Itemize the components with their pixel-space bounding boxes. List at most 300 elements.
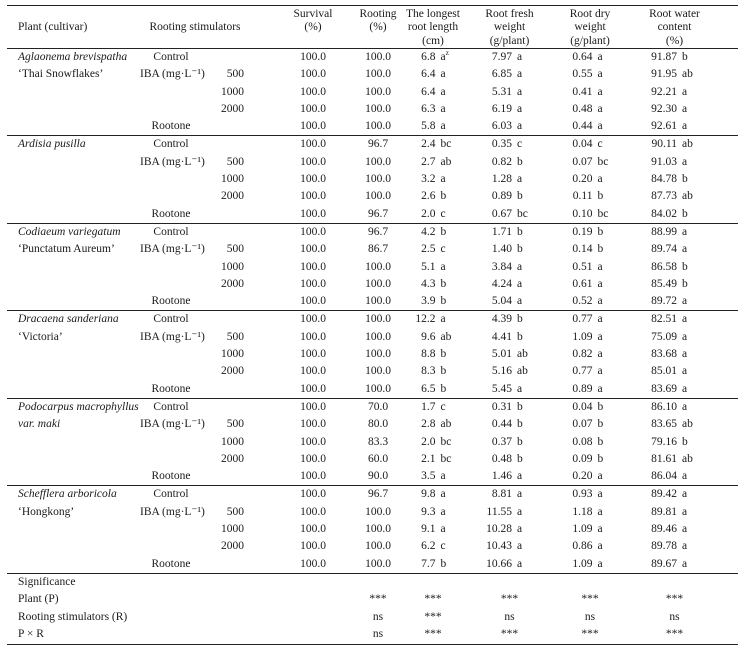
- significance-letter: a: [440, 260, 446, 273]
- survival-value: 100.0: [300, 190, 326, 203]
- water-content-value: [629, 538, 738, 555]
- table-row: [7, 118, 738, 135]
- significance-letter: b: [597, 400, 604, 413]
- fresh-weight-value: [468, 241, 551, 258]
- value-number: 0.11: [572, 190, 593, 203]
- significance-row: [7, 626, 738, 644]
- value-number: 6.85: [491, 68, 512, 81]
- significance-letter: a: [682, 330, 688, 343]
- header-line: (%): [369, 21, 387, 34]
- root-length-value: [398, 206, 468, 223]
- table-row: [7, 276, 738, 293]
- significance-letter: bc: [597, 207, 609, 220]
- root-length-value: [398, 346, 468, 363]
- survival-value: 100.0: [300, 330, 326, 343]
- significance-letter: b: [440, 557, 447, 570]
- root-length-value: [398, 293, 468, 310]
- stimulator-label: Control: [153, 488, 189, 501]
- fresh-weight-value: [468, 486, 551, 503]
- iba-concentration: [202, 293, 250, 310]
- water-content-value: [629, 224, 738, 241]
- survival-value: 100.0: [300, 102, 326, 115]
- header-line: root length: [407, 21, 459, 34]
- value-number: 0.55: [572, 68, 593, 81]
- value-number: 8.8: [421, 348, 436, 361]
- value-number: 5.45: [491, 382, 512, 395]
- dry-weight-value: [551, 416, 629, 433]
- dry-weight-value: [551, 118, 629, 135]
- dry-weight-value: [551, 49, 629, 66]
- significance-letter: b: [597, 225, 604, 238]
- value-number: 0.37: [491, 435, 512, 448]
- iba-concentration: 500: [226, 505, 244, 518]
- significance-letter: a: [517, 120, 523, 133]
- survival-value: 100.0: [300, 207, 326, 220]
- water-content-value: [629, 363, 738, 380]
- rooting-value: 100.0: [365, 523, 391, 536]
- table-row: [7, 451, 738, 468]
- significance-letter: b: [440, 348, 447, 361]
- fresh-weight-value: [468, 276, 551, 293]
- significance-letter: b: [517, 418, 523, 431]
- plant-cultivar: [7, 381, 140, 398]
- value-number: 4.41: [491, 330, 512, 343]
- significance-letter: a: [682, 470, 688, 483]
- iba-concentration: 1000: [221, 435, 244, 448]
- root-length-value: [398, 136, 468, 153]
- dry-weight-value: [551, 241, 629, 258]
- col-header-fresh-weight: [468, 6, 551, 48]
- significance-title: Significance: [18, 575, 76, 588]
- water-content-value: [629, 84, 738, 101]
- value-number: 85.49: [651, 277, 677, 290]
- root-length-value: [398, 504, 468, 521]
- significance-letter: a: [517, 382, 523, 395]
- fresh-weight-value: [468, 416, 551, 433]
- col-header-plant: Plant (cultivar): [18, 21, 88, 34]
- iba-concentration: 500: [226, 68, 244, 81]
- plant-cultivar: [7, 101, 140, 118]
- iba-concentration: [202, 399, 250, 416]
- value-number: 1.46: [491, 470, 512, 483]
- value-number: 0.48: [572, 102, 593, 115]
- iba-concentration: 1000: [221, 260, 244, 273]
- significance-letter: bc: [517, 207, 528, 220]
- significance-letter: b: [517, 243, 523, 256]
- plant-cultivar: [7, 363, 140, 380]
- significance-letter: ab: [682, 418, 693, 431]
- root-length-value: [398, 363, 468, 380]
- significance-letter: ab: [682, 452, 693, 465]
- survival-value: 100.0: [300, 260, 326, 273]
- root-length-value: [398, 468, 468, 485]
- water-content-value: [629, 154, 738, 171]
- plant-name: [7, 486, 140, 503]
- fresh-weight-value: [468, 293, 551, 310]
- stimulator-label: [140, 451, 202, 468]
- rooting-value: 100.0: [365, 68, 391, 81]
- significance-letter: b: [440, 365, 447, 378]
- plant-name: [7, 399, 140, 416]
- water-content-value: [629, 311, 738, 328]
- fresh-weight-value: [468, 451, 551, 468]
- stimulator-label: [140, 346, 202, 363]
- significance-letter: b: [440, 277, 447, 290]
- significance-row: [7, 591, 738, 609]
- water-content-value: [629, 101, 738, 118]
- plant-name-text: Aglaonema brevispatha: [18, 51, 128, 63]
- value-number: 0.04: [572, 400, 593, 413]
- stimulator-label: IBA (mg·L⁻¹): [140, 155, 205, 168]
- water-content-value: [629, 136, 738, 153]
- table-row: [7, 504, 738, 521]
- table-row: [7, 206, 738, 223]
- significance-letter: a: [517, 295, 523, 308]
- stimulator-label: IBA (mg·L⁻¹): [140, 418, 205, 431]
- significance-letter: ab: [682, 190, 693, 203]
- header-line: Root fresh: [485, 8, 534, 20]
- value-number: 0.41: [572, 85, 593, 98]
- dry-weight-value: [551, 486, 629, 503]
- value-number: 6.2: [421, 540, 436, 553]
- significance-letter: a: [597, 313, 603, 326]
- plant-cultivar: [7, 451, 140, 468]
- header-line: weight: [574, 21, 606, 34]
- iba-concentration: 2000: [221, 277, 244, 290]
- value-number: 0.93: [572, 488, 593, 501]
- value-number: 84.78: [651, 173, 677, 186]
- significance-letter: a: [597, 523, 603, 536]
- plant-name: [7, 311, 140, 328]
- significance-mark: ***: [424, 628, 442, 641]
- iba-concentration: 2000: [221, 190, 244, 203]
- dry-weight-value: [551, 346, 629, 363]
- iba-concentration: 500: [226, 330, 244, 343]
- plant-name: [7, 49, 140, 66]
- value-number: 0.51: [572, 260, 593, 273]
- value-number: 0.08: [572, 435, 593, 448]
- dry-weight-value: [551, 468, 629, 485]
- survival-value: 100.0: [300, 382, 326, 395]
- significance-letter: a: [597, 85, 603, 98]
- rooting-value: 80.0: [367, 418, 389, 431]
- value-number: 83.69: [651, 382, 677, 395]
- value-number: 0.82: [572, 348, 593, 361]
- fresh-weight-value: [468, 346, 551, 363]
- significance-letter: a: [682, 348, 688, 361]
- rooting-value: 100.0: [365, 173, 391, 186]
- significance-letter: a: [440, 120, 446, 133]
- table-row: [7, 259, 738, 276]
- significance-row: [7, 609, 738, 627]
- value-number: 91.87: [651, 51, 677, 63]
- table-row: [7, 363, 738, 380]
- significance-letter: a: [517, 51, 523, 63]
- value-number: 0.86: [572, 540, 593, 553]
- significance-letter: bc: [440, 452, 452, 465]
- value-number: 89.74: [651, 243, 677, 256]
- value-number: 1.09: [572, 557, 593, 570]
- stimulator-label: [140, 434, 202, 451]
- significance-letter: bc: [440, 138, 452, 151]
- significance-letter: a: [597, 173, 603, 186]
- stimulator-label: Control: [153, 400, 189, 413]
- table-header-row: [7, 6, 738, 49]
- water-content-value: [629, 416, 738, 433]
- value-number: 0.48: [491, 452, 512, 465]
- fresh-weight-value: [468, 259, 551, 276]
- survival-value: 100.0: [300, 120, 326, 133]
- significance-letter: c: [440, 540, 446, 553]
- table-row: [7, 538, 738, 555]
- significance-mark: ***: [500, 593, 519, 606]
- stimulator-label: [140, 259, 202, 276]
- value-number: 4.24: [491, 277, 512, 290]
- rooting-value: 100.0: [365, 557, 391, 570]
- water-content-value: [629, 49, 738, 66]
- plant-cultivar: [7, 416, 140, 433]
- significance-letter: a: [517, 102, 523, 115]
- dry-weight-value: [551, 154, 629, 171]
- col-header-dry-weight: [551, 6, 629, 48]
- water-content-value: [629, 381, 738, 398]
- value-number: 91.95: [651, 68, 677, 81]
- plant-cultivar: [7, 118, 140, 135]
- significance-letter: $a^z$: [440, 48, 449, 63]
- dry-weight-value: [551, 311, 629, 328]
- value-number: 5.31: [491, 85, 512, 98]
- value-number: 89.81: [651, 505, 677, 518]
- plant-block: [7, 399, 738, 486]
- significance-letter: ab: [440, 330, 452, 343]
- dry-weight-value: [551, 101, 629, 118]
- significance-mark: ***: [500, 628, 519, 641]
- plant-cultivar: [7, 188, 140, 205]
- stimulator-label: IBA (mg·L⁻¹): [140, 243, 205, 256]
- significance-letter: b: [682, 435, 688, 448]
- value-number: 6.3: [421, 102, 436, 115]
- table-row: [7, 486, 738, 503]
- iba-concentration: 2000: [221, 102, 244, 115]
- significance-letter: a: [440, 470, 446, 483]
- stimulator-label: [140, 363, 202, 380]
- iba-concentration: [202, 118, 250, 135]
- value-number: 11.55: [486, 505, 512, 518]
- value-number: 10.66: [486, 557, 512, 570]
- water-content-value: [629, 171, 738, 188]
- value-number: 0.61: [572, 277, 593, 290]
- value-number: 0.89: [572, 382, 593, 395]
- stimulator-label: [140, 101, 202, 118]
- significance-letter: ab: [517, 348, 528, 361]
- value-number: 5.8: [421, 120, 436, 133]
- survival-value: 100.0: [300, 418, 326, 431]
- significance-mark: ***: [581, 593, 599, 606]
- water-content-value: [629, 451, 738, 468]
- value-number: 1.28: [491, 173, 512, 186]
- iba-concentration: [202, 468, 250, 485]
- significance-letter: a: [517, 523, 523, 536]
- significance-letter: a: [440, 313, 446, 326]
- plant-block: [7, 136, 738, 223]
- rooting-value: 100.0: [365, 382, 391, 395]
- value-number: 4.39: [491, 313, 512, 326]
- significance-letter: b: [597, 435, 604, 448]
- fresh-weight-value: [468, 84, 551, 101]
- significance-letter: c: [440, 400, 446, 413]
- value-number: 0.19: [572, 225, 593, 238]
- root-length-value: [398, 556, 468, 573]
- value-number: 9.3: [421, 505, 436, 518]
- value-number: 83.68: [651, 348, 677, 361]
- survival-value: 100.0: [300, 365, 326, 378]
- fresh-weight-value: [468, 329, 551, 346]
- significance-letter: c: [517, 138, 523, 151]
- significance-letter: a: [517, 260, 523, 273]
- dry-weight-value: [551, 66, 629, 83]
- value-number: 7.97: [491, 51, 512, 63]
- significance-letter: a: [597, 540, 603, 553]
- plant-name: [7, 224, 140, 241]
- value-number: 0.20: [572, 173, 593, 186]
- root-length-value: [398, 311, 468, 328]
- value-number: 92.30: [651, 102, 677, 115]
- header-line: content: [657, 21, 692, 34]
- significance-letter: a: [597, 348, 603, 361]
- stimulator-label: [140, 188, 202, 205]
- header-line: The longest: [406, 8, 460, 20]
- fresh-weight-value: [468, 468, 551, 485]
- significance-letter: b: [440, 190, 447, 203]
- value-number: 4.2: [421, 225, 436, 238]
- value-number: 2.0: [421, 435, 436, 448]
- dry-weight-value: [551, 538, 629, 555]
- survival-value: 100.0: [300, 225, 326, 238]
- significance-letter: b: [517, 155, 523, 168]
- survival-value: 100.0: [300, 557, 326, 570]
- significance-letter: a: [682, 295, 688, 308]
- table-row: [7, 556, 738, 573]
- rooting-value: 100.0: [365, 505, 391, 518]
- plant-cultivar: [7, 329, 140, 346]
- value-number: 0.04: [572, 138, 593, 151]
- value-number: 86.04: [651, 470, 677, 483]
- significance-letter: a: [440, 102, 446, 115]
- value-number: 0.77: [572, 365, 593, 378]
- significance-letter: a: [517, 557, 523, 570]
- stimulator-label: Control: [153, 51, 189, 63]
- plant-cultivar: [7, 171, 140, 188]
- significance-letter: a: [597, 382, 603, 395]
- root-length-value: [398, 451, 468, 468]
- significance-letter: a: [517, 488, 523, 501]
- dry-weight-value: [551, 276, 629, 293]
- significance-letter: b: [517, 400, 523, 413]
- significance-letter: a: [517, 505, 523, 518]
- iba-concentration: [202, 311, 250, 328]
- dry-weight-value: [551, 188, 629, 205]
- plant-cultivar: [7, 206, 140, 223]
- significance-factor-label: Rooting stimulators (R): [18, 610, 128, 623]
- significance-mark: ***: [424, 593, 442, 606]
- col-header-root-length: [398, 6, 468, 48]
- iba-concentration: 500: [226, 418, 244, 431]
- root-length-value: [398, 241, 468, 258]
- plant-name-text: ‘Victoria’: [18, 330, 63, 343]
- iba-concentration: 2000: [221, 540, 244, 553]
- water-content-value: [629, 329, 738, 346]
- dry-weight-value: [551, 329, 629, 346]
- value-number: 6.4: [421, 68, 436, 81]
- water-content-value: [629, 399, 738, 416]
- survival-value: 100.0: [300, 505, 326, 518]
- fresh-weight-value: [468, 434, 551, 451]
- survival-value: 100.0: [300, 488, 326, 501]
- significance-letter: ab: [682, 68, 693, 81]
- significance-letter: b: [517, 313, 523, 326]
- significance-letter: a: [517, 173, 523, 186]
- value-number: 0.82: [491, 155, 512, 168]
- dry-weight-value: [551, 259, 629, 276]
- significance-header-row: [7, 574, 738, 592]
- significance-section: [7, 574, 738, 645]
- value-number: 89.72: [651, 295, 677, 308]
- stimulator-label: [140, 84, 202, 101]
- significance-letter: a: [517, 85, 523, 98]
- significance-mark: [250, 609, 358, 627]
- water-content-value: [629, 259, 738, 276]
- fresh-weight-value: [468, 154, 551, 171]
- value-number: 0.89: [491, 190, 512, 203]
- plant-name-text: Ardisia pusilla: [18, 138, 86, 151]
- significance-letter: a: [440, 505, 446, 518]
- survival-value: 100.0: [300, 435, 326, 448]
- significance-letter: a: [682, 120, 688, 133]
- significance-letter: a: [682, 505, 688, 518]
- rooting-value: 96.7: [367, 488, 389, 501]
- root-length-value: [398, 84, 468, 101]
- dry-weight-value: [551, 293, 629, 310]
- survival-value: 100.0: [300, 540, 326, 553]
- significance-letter: ab: [682, 138, 693, 151]
- water-content-value: [629, 206, 738, 223]
- significance-rows: [7, 591, 738, 644]
- significance-letter: b: [440, 382, 447, 395]
- significance-mark: ns: [584, 610, 596, 623]
- iba-concentration: [202, 224, 250, 241]
- significance-mark: ***: [369, 593, 387, 606]
- water-content-value: [629, 66, 738, 83]
- water-content-value: [629, 468, 738, 485]
- significance-letter: b: [597, 418, 604, 431]
- header-line: (g/plant): [489, 34, 530, 47]
- survival-value: 100.0: [300, 68, 326, 81]
- root-length-value: [398, 486, 468, 503]
- stimulator-label: [140, 538, 202, 555]
- header-line: (%): [304, 21, 322, 34]
- value-number: 0.31: [491, 400, 512, 413]
- significance-letter: a: [597, 277, 603, 290]
- fresh-weight-value: [468, 399, 551, 416]
- water-content-value: [629, 434, 738, 451]
- plant-name-text: Podocarpus macrophyllus: [18, 400, 139, 413]
- iba-concentration: [202, 486, 250, 503]
- value-number: 89.42: [651, 488, 677, 501]
- value-number: 84.02: [651, 207, 677, 220]
- fresh-weight-value: [468, 118, 551, 135]
- significance-letter: a: [517, 277, 523, 290]
- value-number: 0.20: [572, 470, 593, 483]
